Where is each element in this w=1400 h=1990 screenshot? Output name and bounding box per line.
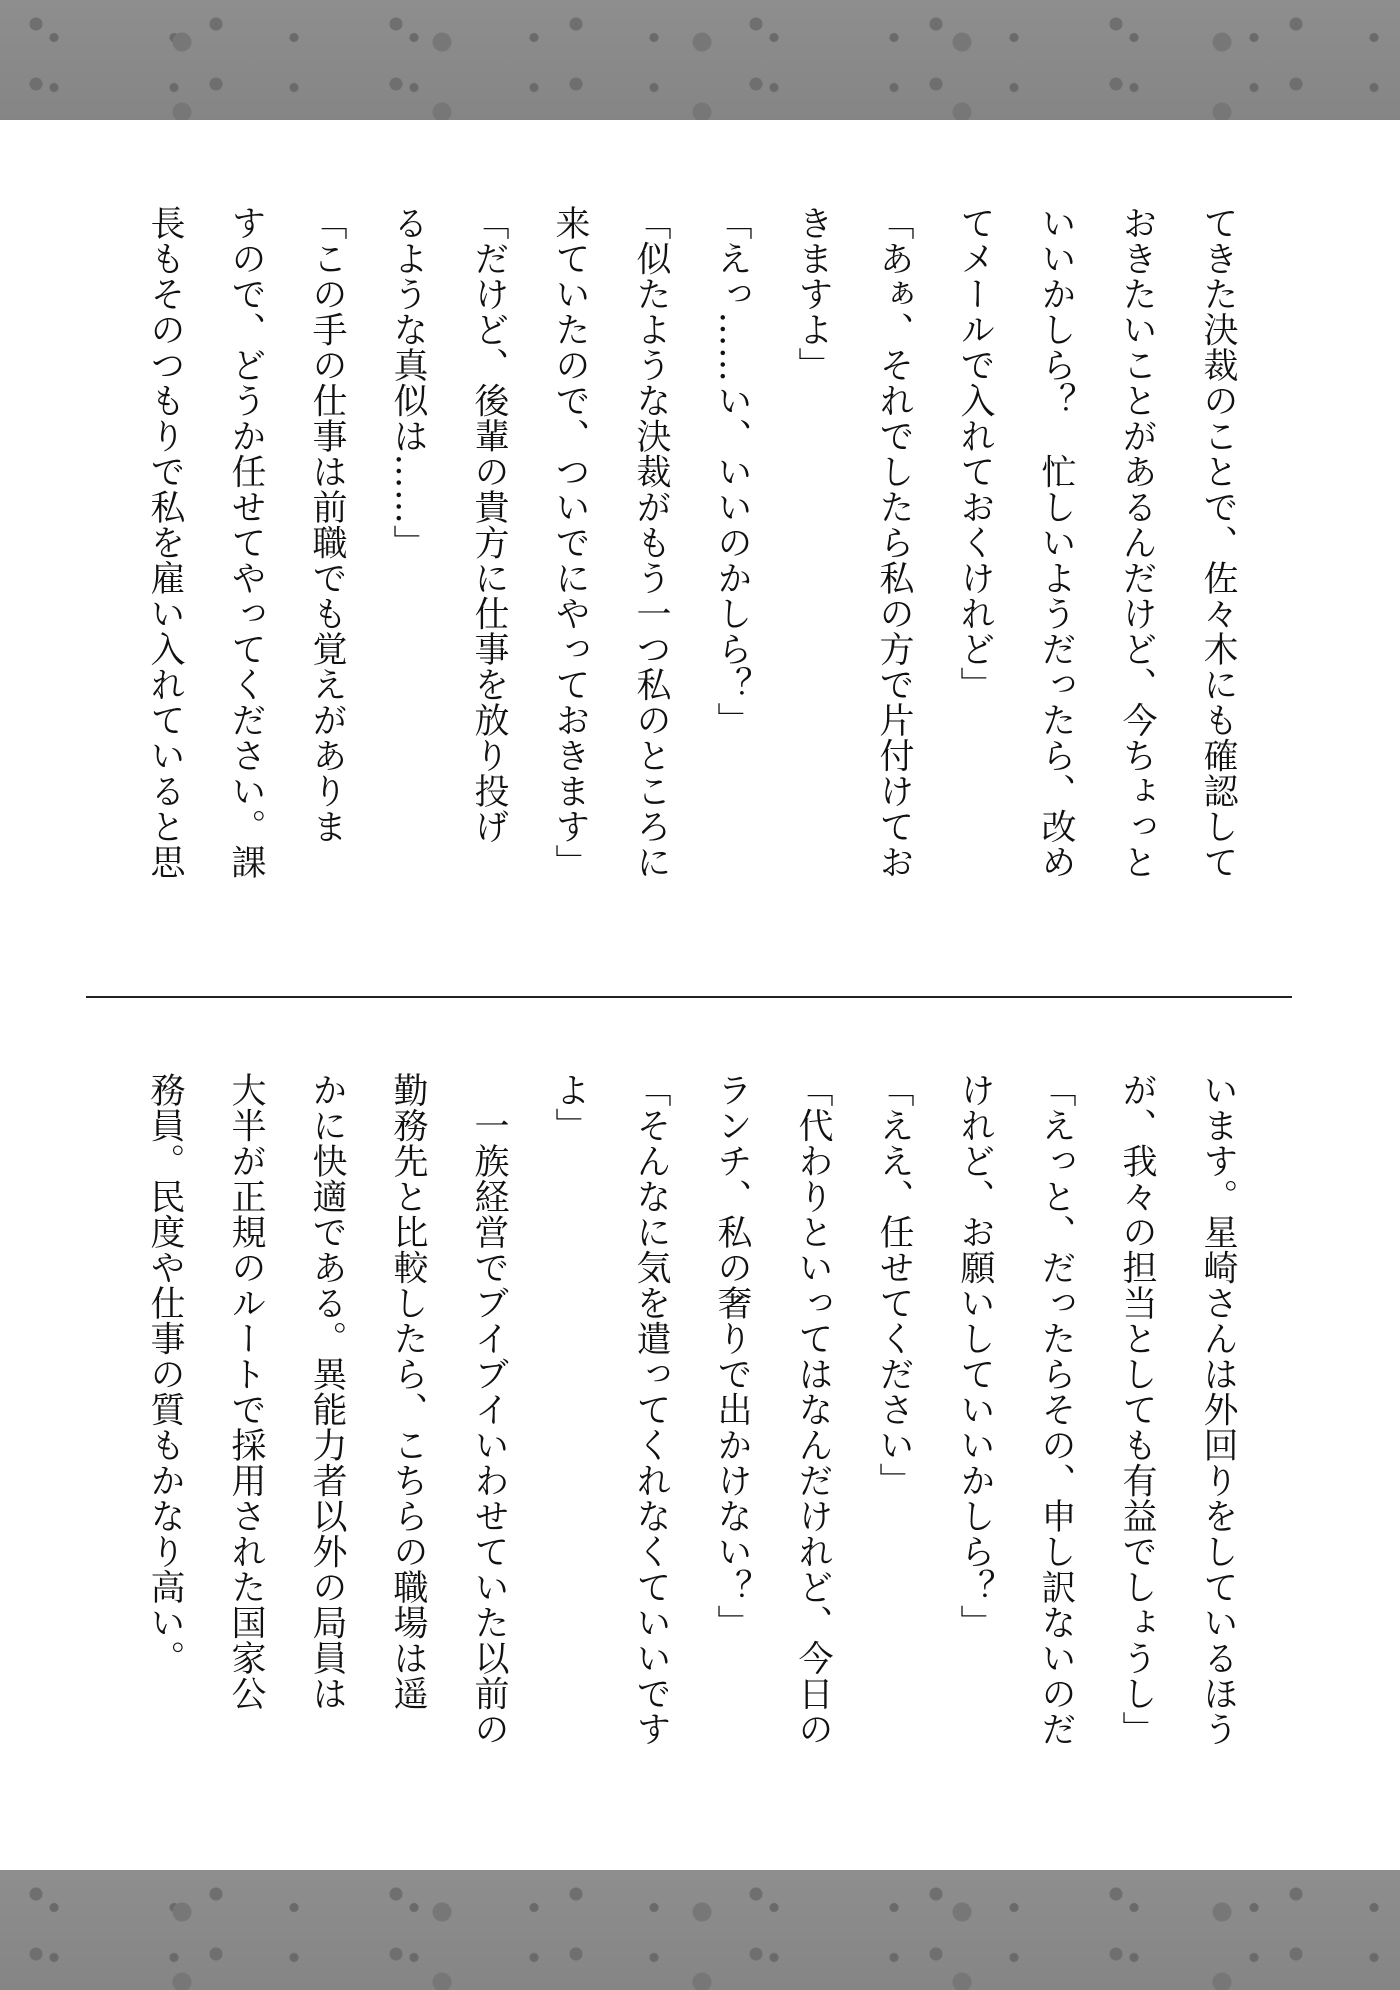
text-column: 勤務先と比較したら、こちらの職場は遥 bbox=[388, 1072, 428, 1711]
lower-text-block bbox=[124, 1072, 1258, 1832]
text-column: 「この手の仕事は前職でも覚えがありま bbox=[307, 205, 347, 844]
text-column: けれど、お願いしていいかしら？」 bbox=[955, 1072, 995, 1640]
text-column: が、我々の担当としても有益でしょうし」 bbox=[1117, 1072, 1157, 1747]
text-column: すので、どうか任せてやってください。課 bbox=[226, 205, 266, 880]
text-column: てきた決裁のことで、佐々木にも確認して bbox=[1198, 205, 1238, 880]
text-column: きますよ」 bbox=[793, 205, 833, 383]
text-column: 「そんなに気を遣ってくれなくていいです bbox=[631, 1072, 671, 1747]
text-column: 「えっと、だったらその、申し訳ないのだ bbox=[1036, 1072, 1076, 1747]
text-column: 「あぁ、それでしたら私の方で片付けてお bbox=[874, 205, 914, 880]
text-column: 「ええ、任せてください」 bbox=[874, 1072, 914, 1498]
upper-text-block bbox=[124, 205, 1258, 965]
text-column: よ」 bbox=[550, 1072, 590, 1143]
text-column: 長もそのつもりで私を雇い入れていると思 bbox=[145, 205, 185, 880]
text-column: 「代わりといってはなんだけれど、今日の bbox=[793, 1072, 833, 1747]
text-column: てメールで入れておくけれど」 bbox=[955, 205, 995, 702]
text-column: 大半が正規のルートで採用された国家公 bbox=[226, 1072, 266, 1711]
text-column: 「だけど、後輩の貴方に仕事を放り投げ bbox=[469, 205, 509, 844]
text-column: 「似たような決裁がもう一つ私のところに bbox=[631, 205, 671, 880]
text-column: おきたいことがあるんだけど、今ちょっと bbox=[1117, 205, 1157, 880]
text-column: 来ていたので、ついでにやっておきます」 bbox=[550, 205, 590, 880]
text-column: 「えっ……い、いいのかしら？」 bbox=[712, 205, 752, 738]
top-texture-band bbox=[0, 0, 1400, 120]
text-column: かに快適である。異能力者以外の局員は bbox=[307, 1072, 347, 1711]
section-divider bbox=[86, 996, 1292, 998]
text-column: ランチ、私の奢りで出かけない？」 bbox=[712, 1072, 752, 1640]
text-column: 一族経営でブイブイいわせていた以前の bbox=[469, 1072, 509, 1747]
text-column: るような真似は……」 bbox=[388, 205, 428, 560]
text-column: いいかしら？ 忙しいようだったら、改め bbox=[1036, 205, 1076, 880]
text-column: 務員。民度や仕事の質もかなり高い。 bbox=[145, 1072, 185, 1676]
text-column: います。星崎さんは外回りをしているほう bbox=[1198, 1072, 1238, 1747]
bottom-texture-band bbox=[0, 1870, 1400, 1990]
